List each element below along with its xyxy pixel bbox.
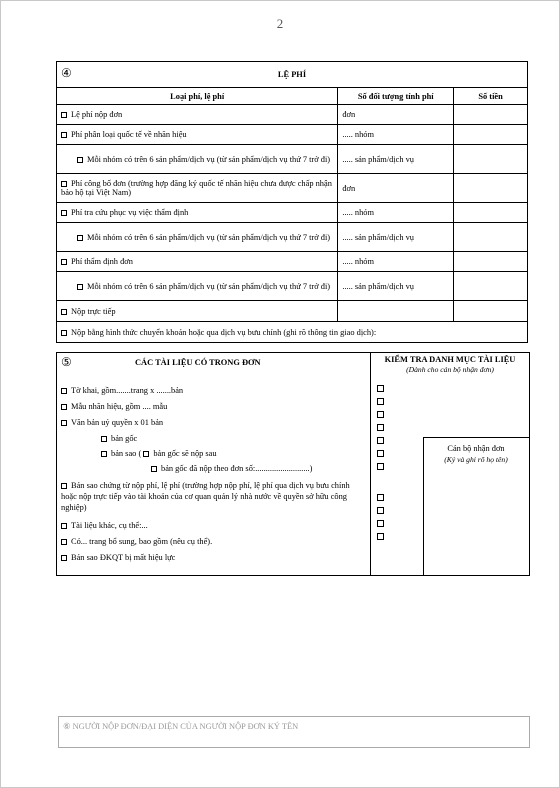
page-number: 2	[276, 16, 284, 31]
pay-direct-row: Nộp trực tiếp	[57, 301, 338, 322]
checklist-subtitle: (Dành cho cán bộ nhận đơn)	[406, 365, 494, 374]
section-marker: ④	[61, 66, 72, 80]
fee-row: Mỗi nhóm có trên 6 sản phẩm/dịch vụ (từ sản phẩm/dịch vụ thứ 7 trở đi)	[57, 272, 338, 301]
checkbox[interactable]	[61, 309, 67, 315]
amount-cell[interactable]	[454, 223, 528, 252]
checklist-panel	[371, 353, 529, 575]
checkbox[interactable]	[61, 388, 67, 394]
checkbox[interactable]	[101, 436, 107, 442]
checkbox[interactable]	[61, 181, 67, 187]
doc-item: Mẫu nhãn hiệu, gồm .... mẫu	[61, 402, 167, 411]
checklist-boxes-bottom	[377, 494, 384, 546]
doc-item: Tài liệu khác, cụ thể:...	[61, 521, 148, 530]
amount-cell[interactable]	[454, 105, 528, 125]
staff-title: Cán bộ nhận đơn	[447, 444, 505, 453]
header-object-count: Số đối tượng tính phí	[338, 88, 454, 105]
checkbox[interactable]	[61, 420, 67, 426]
checkbox[interactable]	[61, 330, 67, 336]
fee-row: Mỗi nhóm có trên 6 sản phẩm/dịch vụ (từ sản phẩm/dịch vụ thứ 7 trở đi)	[57, 223, 338, 252]
checkbox[interactable]	[377, 463, 384, 470]
checkbox[interactable]	[77, 284, 83, 290]
staff-subtitle: (Ký và ghi rõ họ tên)	[444, 455, 508, 464]
checkbox[interactable]	[377, 398, 384, 405]
fee-title-cell	[57, 62, 528, 88]
header-fee-type: Loại phí, lệ phí	[57, 88, 338, 105]
checkbox[interactable]	[77, 157, 83, 163]
checkbox[interactable]	[77, 235, 83, 241]
section-marker: ⑤	[61, 355, 72, 369]
checklist-title: KIỂM TRA DANH MỤC TÀI LIỆU	[384, 355, 516, 364]
checkbox[interactable]	[377, 424, 384, 431]
checkbox[interactable]	[61, 523, 67, 529]
checkbox[interactable]	[143, 451, 149, 457]
amount-cell[interactable]	[454, 125, 528, 145]
checklist-boxes-top	[377, 385, 384, 476]
fee-row: Phí công bố đơn (trường hợp đăng ký quốc tế nhãn hiệu chưa được chấp nhận bảo hộ tại Việt Nam)	[57, 174, 338, 203]
checkbox[interactable]	[377, 507, 384, 514]
fee-row: Phí phân loại quốc tế về nhãn hiệu	[57, 125, 338, 145]
checkbox[interactable]	[61, 555, 67, 561]
amount-cell[interactable]	[454, 145, 528, 174]
checkbox[interactable]	[377, 450, 384, 457]
doc-item: bản gốc	[101, 434, 137, 443]
checkbox[interactable]	[61, 483, 67, 489]
signer-label: ⑥ NGƯỜI NỘP ĐƠN/ĐẠI DIỆN CỦA NGƯỜI NỘP ĐƠN KÝ TÊN	[63, 722, 299, 731]
header-amount: Số tiền	[454, 88, 528, 105]
checkbox[interactable]	[61, 404, 67, 410]
checkbox[interactable]	[151, 466, 157, 472]
doc-item: Bản sao chứng từ nộp phí, lệ phí (trường hợp nộp phí, lệ phí qua dịch vụ bưu chính hoặc nộp trực tiếp vào tài khoản của cơ quan quản lý nhà nước về quyền sở hữu công nghiệp)	[61, 481, 350, 512]
checkbox[interactable]	[377, 437, 384, 444]
fee-title: LỆ PHÍ	[277, 70, 307, 79]
fee-row: Phí tra cứu phục vụ việc thẩm định	[57, 203, 338, 223]
checkbox[interactable]	[101, 451, 107, 457]
doc-item: Bản sao ĐKQT bị mất hiệu lực	[61, 553, 175, 562]
staff-signature-box[interactable]	[423, 437, 529, 575]
doc-item: Văn bản uỷ quyền x 01 bản	[61, 418, 163, 427]
documents-list	[57, 353, 371, 575]
fee-row: Phí thẩm định đơn	[57, 252, 338, 272]
doc-item: bản sao ( bản gốc sẽ nộp sau	[101, 449, 217, 458]
amount-cell[interactable]	[454, 272, 528, 301]
amount-cell[interactable]	[454, 252, 528, 272]
checkbox[interactable]	[61, 259, 67, 265]
checkbox[interactable]	[377, 411, 384, 418]
checkbox[interactable]	[61, 132, 67, 138]
checkbox[interactable]	[377, 520, 384, 527]
signer-box[interactable]	[58, 716, 530, 748]
doc-item: Tờ khai, gồm.......trang x .......bản	[61, 386, 183, 395]
checkbox[interactable]	[61, 539, 67, 545]
doc-item: Có... trang bổ sung, bao gồm (nêu cụ thể).	[61, 537, 212, 546]
checkbox[interactable]	[377, 494, 384, 501]
fee-table: ④ LỆ PHÍ Loại phí, lệ phí Số đối tượng tính phí Số tiền Lệ phí nộp đơn đơn Phí phân loại quốc tế về nhãn hiệu ..... nhóm Mỗi nhóm có trên 6 sản phẩm/dịch vụ (từ sản phẩm/dịch vụ thứ 7 trở đi) ..... sản phẩm/dịch vụ Phí công bố đơn (trường hợp đăng ký quốc tế nhãn hiệu chưa được chấp nhận bảo hộ tại Việt Nam) đơn Phí tra cứu phục vụ việc thẩm định ..... nhóm Mỗi nhóm có trên 6 sản phẩm/dịch vụ (từ sản phẩm/dịch vụ thứ 7 trở đi) ..... sản phẩm/dịch vụ Phí thẩm định đơn ..... nhóm Mỗi nhóm có trên 6 sản phẩm/dịch vụ (từ sản phẩm/dịch vụ thứ 7 trở đi) ..... sản phẩm/dịch vụ Nộp trực tiếp Nộp bằng hình thức chuyển khoản hoặc qua dịch vụ bưu chính (ghi rõ thông tin giao dịch):	[56, 61, 528, 343]
checkbox[interactable]	[61, 210, 67, 216]
amount-cell[interactable]	[454, 174, 528, 203]
checkbox[interactable]	[377, 533, 384, 540]
checkbox[interactable]	[61, 112, 67, 118]
fee-row: Mỗi nhóm có trên 6 sản phẩm/dịch vụ (từ sản phẩm/dịch vụ thứ 7 trở đi)	[57, 145, 338, 174]
fee-row: Lệ phí nộp đơn	[57, 105, 338, 125]
checkbox[interactable]	[377, 385, 384, 392]
pay-transfer-row: Nộp bằng hình thức chuyển khoản hoặc qua dịch vụ bưu chính (ghi rõ thông tin giao dịch):	[57, 322, 528, 343]
doc-item: bản gốc đã nộp theo đơn số:..........................)	[151, 464, 312, 473]
documents-section	[56, 352, 530, 576]
amount-cell[interactable]	[454, 203, 528, 223]
documents-title: CÁC TÀI LIỆU CÓ TRONG ĐƠN	[135, 358, 261, 367]
